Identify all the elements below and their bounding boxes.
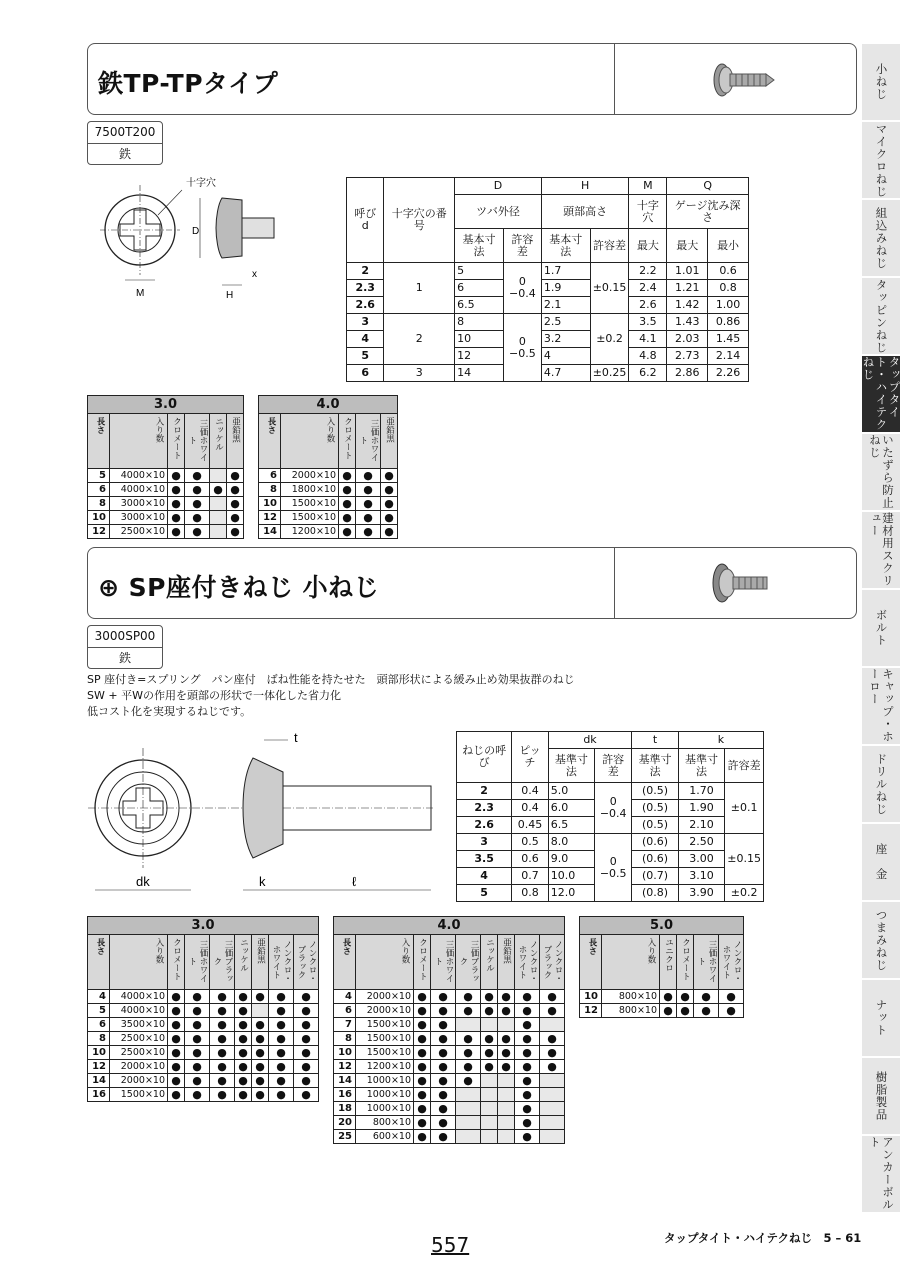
available-dot: ●	[339, 483, 356, 497]
available-dot: ●	[168, 497, 185, 511]
quantity-tables-tp	[87, 395, 398, 539]
material-2: 鉄	[88, 647, 162, 668]
available-dot: ●	[168, 469, 185, 483]
table-row: 2 1 5 0 −0.4 1.7 ±0.15 2.2 1.01 0.6	[347, 263, 749, 280]
available-dot: ●	[185, 1088, 210, 1102]
available-dot: ●	[185, 483, 210, 497]
table-row: 12 800×10 ● ● ● ●	[580, 1004, 744, 1018]
table-row: 6 2000×10 ● ● ● ● ● ● ●	[334, 1004, 565, 1018]
available-dot: ●	[414, 1130, 431, 1144]
available-dot: ●	[515, 1046, 540, 1060]
available-dot: ●	[515, 1074, 540, 1088]
available-dot: ●	[431, 1060, 456, 1074]
available-dot: ●	[431, 1088, 456, 1102]
available-dot: ●	[339, 511, 356, 525]
available-dot: ●	[294, 1074, 319, 1088]
available-dot: ●	[515, 1102, 540, 1116]
section-title: 鉄TP-TPタイプ	[98, 69, 279, 98]
available-dot: ●	[694, 1004, 719, 1018]
available-dot: ●	[356, 497, 381, 511]
available-dot: ●	[252, 1032, 269, 1046]
available-dot: ●	[227, 525, 244, 539]
available-dot: ●	[498, 1060, 515, 1074]
available-dot: ●	[235, 1004, 252, 1018]
quantity-tables-sp	[87, 916, 744, 1144]
available-dot: ●	[339, 525, 356, 539]
available-dot: ●	[456, 1032, 481, 1046]
table-row: 10 800×10 ● ● ● ●	[580, 990, 744, 1004]
label-dk: dk	[136, 874, 150, 889]
available-dot: ●	[235, 1060, 252, 1074]
available-dot: ●	[210, 990, 235, 1004]
table-row: 6 4000×10 ● ● ● ●	[88, 483, 244, 497]
available-dot: ●	[431, 1046, 456, 1060]
available-dot: ●	[414, 1074, 431, 1088]
available-dot: ●	[677, 990, 694, 1004]
available-dot: ●	[515, 990, 540, 1004]
table-row: 25 600×10 ● ● ●	[334, 1130, 565, 1144]
table-row: 5 4000×10 ● ● ● ● ● ●	[88, 1004, 319, 1018]
available-dot: ●	[185, 1060, 210, 1074]
table-row: 4 0.7 10.0 (0.7) 3.10	[457, 868, 764, 885]
page-number: 557	[431, 1233, 470, 1257]
available-dot: ●	[540, 990, 565, 1004]
available-dot: ●	[414, 1018, 431, 1032]
available-dot: ●	[269, 1032, 294, 1046]
available-dot: ●	[719, 1004, 744, 1018]
available-dot: ●	[168, 525, 185, 539]
available-dot: ●	[540, 1032, 565, 1046]
available-dot: ●	[515, 1130, 540, 1144]
available-dot: ●	[294, 1060, 319, 1074]
available-dot: ●	[414, 1060, 431, 1074]
side-tab[interactable]: 組込みねじ	[862, 200, 900, 278]
table-row: 5 0.8 12.0 (0.8) 3.90 ±0.2	[457, 885, 764, 902]
available-dot: ●	[481, 1060, 498, 1074]
available-dot: ●	[227, 469, 244, 483]
available-dot: ●	[252, 1018, 269, 1032]
quantity-table: 3.0 長さ 入り数 クロメート 三価ホワイト 三価ブラック ニッケル 亜鉛黒 ノンクロ・ホワイト ノンクロ・ブラック 4 4000×10 ● ● ● ● ● ● ● 5 4000×10 ● ● ● ● ● ● 6 3500×10 ● ● ● ● ● ● ● 8 2500×10 ● ● ● ● ● ● ● 10 2500×10 ● ● ● ● ● ● ● 12 2000×10 ● ● ● ● ● ● ● 14 2000×10 ● ● ● ● ● ● ● 16 1500×10 ● ● ● ● ● ● ●	[87, 916, 319, 1102]
available-dot: ●	[431, 1102, 456, 1116]
available-dot: ●	[227, 483, 244, 497]
quantity-table: 5.0 長さ 入り数 ユニクロ クロメート 三価ホワイト ノンクロ・ホワイト 10 800×10 ● ● ● ● 12 800×10 ● ● ● ●	[579, 916, 744, 1018]
available-dot: ●	[235, 1074, 252, 1088]
available-dot: ●	[210, 1018, 235, 1032]
table-row: 8 1500×10 ● ● ● ● ● ● ●	[334, 1032, 565, 1046]
label-M: M	[136, 288, 145, 299]
table-row: 10 1500×10 ● ● ● ● ● ● ●	[334, 1046, 565, 1060]
available-dot: ●	[515, 1032, 540, 1046]
side-tab[interactable]: ドリルねじ	[862, 746, 900, 824]
available-dot: ●	[185, 1018, 210, 1032]
table-row: 10 2500×10 ● ● ● ● ● ● ●	[88, 1046, 319, 1060]
available-dot: ●	[227, 497, 244, 511]
available-dot: ●	[269, 990, 294, 1004]
available-dot: ●	[414, 1004, 431, 1018]
side-tab[interactable]: つまみねじ	[862, 902, 900, 980]
available-dot: ●	[210, 483, 227, 497]
available-dot: ●	[431, 1116, 456, 1130]
available-dot: ●	[660, 990, 677, 1004]
available-dot: ●	[414, 1102, 431, 1116]
available-dot: ●	[660, 1004, 677, 1018]
available-dot: ●	[235, 1032, 252, 1046]
side-tab[interactable]: タッピンねじ	[862, 278, 900, 356]
available-dot: ●	[414, 1088, 431, 1102]
table-row: 12 1200×10 ● ● ● ● ● ● ●	[334, 1060, 565, 1074]
available-dot: ●	[294, 1046, 319, 1060]
table-row: 8 2500×10 ● ● ● ● ● ● ●	[88, 1032, 319, 1046]
available-dot: ●	[210, 1074, 235, 1088]
available-dot: ●	[185, 511, 210, 525]
available-dot: ●	[431, 990, 456, 1004]
available-dot: ●	[431, 1074, 456, 1088]
available-dot: ●	[269, 1046, 294, 1060]
available-dot: ●	[456, 1046, 481, 1060]
available-dot: ●	[498, 1004, 515, 1018]
available-dot: ●	[168, 1032, 185, 1046]
available-dot: ●	[185, 1074, 210, 1088]
product-photo-screw	[700, 56, 780, 104]
footer-section: タップタイト・ハイテクねじ 5 – 61	[664, 1231, 862, 1245]
side-tab[interactable]: キャップ・ホーロー	[862, 668, 900, 746]
available-dot: ●	[227, 511, 244, 525]
available-dot: ●	[168, 483, 185, 497]
available-dot: ●	[210, 1032, 235, 1046]
available-dot: ●	[540, 1004, 565, 1018]
table-row: 8 1800×10 ● ● ●	[259, 483, 398, 497]
available-dot: ●	[381, 469, 398, 483]
table-row: 4 10 3.2 4.1 2.03 1.45	[347, 331, 749, 348]
available-dot: ●	[294, 1088, 319, 1102]
available-dot: ●	[294, 1032, 319, 1046]
table-row: 2.6 6.5 2.1 2.6 1.42 1.00	[347, 297, 749, 314]
label-x: x	[252, 269, 257, 280]
section-title-2: ⊕ SP座付きねじ 小ねじ	[98, 573, 380, 602]
table-row: 12 2000×10 ● ● ● ● ● ● ●	[88, 1060, 319, 1074]
side-tab[interactable]: 小ねじ	[862, 44, 900, 122]
available-dot: ●	[515, 1004, 540, 1018]
available-dot: ●	[414, 1116, 431, 1130]
available-dot: ●	[677, 1004, 694, 1018]
side-tab[interactable]: ボルト	[862, 590, 900, 668]
available-dot: ●	[381, 511, 398, 525]
available-dot: ●	[540, 1060, 565, 1074]
table-row: 4 4000×10 ● ● ● ● ● ● ●	[88, 990, 319, 1004]
available-dot: ●	[540, 1046, 565, 1060]
table-row: 6 3500×10 ● ● ● ● ● ● ●	[88, 1018, 319, 1032]
available-dot: ●	[185, 525, 210, 539]
spec-table-tp: 呼び d 十字穴の番号 D H M Q ツバ外径 頭部高さ 十字穴 ゲージ沈み深さ 基本寸法 許容差 基本寸法 許容差 最大 最大 最小 2 1 5 0 −0.4 1.7 ±0.15 2.2 1.01 0.6 2.3 6 1.9 2.4 1.21 0.8 2.6 6.5 2.1 2.6 1.42 1.00 3 2 8 0 −0.5 2.5 ±0.2 3.5 1.43 0.86 4 10 3.2 4.1 2.03 1.45 5 12 4 4.8 2.73 2.14 6 3 14 4.7 ±0.25 6.2 2.86 2.26	[346, 177, 749, 382]
available-dot: ●	[269, 1018, 294, 1032]
table-row: 16 1500×10 ● ● ● ● ● ● ●	[88, 1088, 319, 1102]
product-photo-sp-screw	[700, 558, 780, 608]
available-dot: ●	[294, 990, 319, 1004]
available-dot: ●	[515, 1060, 540, 1074]
table-row: 2 0.4 5.0 0 −0.4 (0.5) 1.70 ±0.1	[457, 783, 764, 800]
table-row: 20 800×10 ● ● ●	[334, 1116, 565, 1130]
section-title-box-2	[87, 547, 857, 619]
available-dot: ●	[356, 525, 381, 539]
section-title-box	[87, 43, 857, 115]
quantity-table: 3.0 長さ 入り数 クロメート 三価ホワイト ニッケル 亜鉛黒 5 4000×10 ● ● ● 6 4000×10 ● ● ● ● 8 3000×10 ● ● ● 10 3000×10 ● ● ● 12 2500×10 ● ● ●	[87, 395, 244, 539]
table-row: 3 0.5 8.0 0 −0.5 (0.6) 2.50 ±0.15	[457, 834, 764, 851]
table-row: 2.3 6 1.9 2.4 1.21 0.8	[347, 280, 749, 297]
material: 鉄	[88, 143, 162, 164]
side-tab[interactable]: いたずら防止ねじ	[862, 434, 900, 512]
table-row: 4 2000×10 ● ● ● ● ● ● ●	[334, 990, 565, 1004]
table-row: 10 1500×10 ● ● ●	[259, 497, 398, 511]
available-dot: ●	[431, 1032, 456, 1046]
available-dot: ●	[481, 1004, 498, 1018]
available-dot: ●	[168, 1018, 185, 1032]
product-code-2: 3000SP00	[94, 629, 156, 643]
available-dot: ●	[210, 1004, 235, 1018]
label-l: ℓ	[352, 874, 357, 889]
spec-table-sp: ねじの呼び ピッチ dk t k 基準寸法 許容差 基準寸法 基準寸法 許容差 2 0.4 5.0 0 −0.4 (0.5) 1.70 ±0.1 2.3 0.4 6.0 (0.5) 1.90 2.6 0.45 6.5 (0.5) 2.10 3 0.5 8.0 0 −0.5 (0.6) 2.50 ±0.15 3.5 0.6 9.0 (0.6) 3.00 4 0.7 10.0 (0.7) 3.10 5 0.8 12.0 (0.8) 3.90 ±0.2	[456, 731, 764, 902]
available-dot: ●	[185, 990, 210, 1004]
available-dot: ●	[381, 525, 398, 539]
available-dot: ●	[498, 1046, 515, 1060]
available-dot: ●	[481, 990, 498, 1004]
table-row: 14 1000×10 ● ● ● ●	[334, 1074, 565, 1088]
product-code-box	[87, 121, 163, 165]
side-tab[interactable]: アンカーボルト	[862, 1136, 900, 1214]
available-dot: ●	[498, 990, 515, 1004]
table-row: 18 1000×10 ● ● ●	[334, 1102, 565, 1116]
available-dot: ●	[481, 1032, 498, 1046]
available-dot: ●	[185, 1032, 210, 1046]
available-dot: ●	[252, 990, 269, 1004]
technical-drawing-sp	[88, 728, 438, 903]
side-tab[interactable]: ナット	[862, 980, 900, 1058]
available-dot: ●	[356, 511, 381, 525]
available-dot: ●	[269, 1004, 294, 1018]
available-dot: ●	[456, 1004, 481, 1018]
available-dot: ●	[339, 497, 356, 511]
table-row: 12 1500×10 ● ● ●	[259, 511, 398, 525]
table-row: 10 3000×10 ● ● ●	[88, 511, 244, 525]
available-dot: ●	[339, 469, 356, 483]
available-dot: ●	[381, 483, 398, 497]
available-dot: ●	[414, 990, 431, 1004]
available-dot: ●	[185, 1046, 210, 1060]
table-row: 14 2000×10 ● ● ● ● ● ● ●	[88, 1074, 319, 1088]
available-dot: ●	[719, 990, 744, 1004]
label-t: t	[294, 730, 298, 745]
available-dot: ●	[235, 1046, 252, 1060]
available-dot: ●	[515, 1088, 540, 1102]
available-dot: ●	[168, 1088, 185, 1102]
table-row: 5 12 4 4.8 2.73 2.14	[347, 348, 749, 365]
label-D: D	[192, 226, 200, 237]
available-dot: ●	[431, 1004, 456, 1018]
available-dot: ●	[294, 1018, 319, 1032]
available-dot: ●	[414, 1032, 431, 1046]
available-dot: ●	[185, 469, 210, 483]
label-k: k	[259, 874, 266, 889]
table-row: 2.6 0.45 6.5 (0.5) 2.10	[457, 817, 764, 834]
available-dot: ●	[456, 990, 481, 1004]
available-dot: ●	[168, 990, 185, 1004]
side-index-tabs	[862, 44, 900, 1214]
available-dot: ●	[381, 497, 398, 511]
table-row: 7 1500×10 ● ● ●	[334, 1018, 565, 1032]
available-dot: ●	[168, 511, 185, 525]
available-dot: ●	[235, 1088, 252, 1102]
available-dot: ●	[252, 1088, 269, 1102]
side-tab[interactable]: 座 金	[862, 824, 900, 902]
available-dot: ●	[294, 1004, 319, 1018]
available-dot: ●	[456, 1060, 481, 1074]
available-dot: ●	[356, 483, 381, 497]
available-dot: ●	[269, 1060, 294, 1074]
table-row: 12 2500×10 ● ● ●	[88, 525, 244, 539]
quantity-table: 4.0 長さ 入り数 クロメート 三価ホワイト 三価ブラック ニッケル 亜鉛黒 ノンクロ・ホワイト ノンクロ・ブラック 4 2000×10 ● ● ● ● ● ● ● 6 2000×10 ● ● ● ● ● ● ● 7 1500×10 ● ● ● 8 1500×10 ● ● ● ● ● ● ● 10 1500×10 ● ● ● ● ● ● ● 12 1200×10 ● ● ● ● ● ● ● 14 1000×10 ● ● ● ● 16 1000×10 ● ● ● 18 1000×10 ● ● ● 20 800×10 ● ● ● 25 600×10 ● ● ●	[333, 916, 565, 1144]
table-row: 8 3000×10 ● ● ●	[88, 497, 244, 511]
available-dot: ●	[185, 497, 210, 511]
available-dot: ●	[235, 990, 252, 1004]
available-dot: ●	[694, 990, 719, 1004]
available-dot: ●	[356, 469, 381, 483]
available-dot: ●	[456, 1074, 481, 1088]
available-dot: ●	[252, 1046, 269, 1060]
available-dot: ●	[515, 1116, 540, 1130]
available-dot: ●	[498, 1032, 515, 1046]
available-dot: ●	[168, 1074, 185, 1088]
table-row: 2.3 0.4 6.0 (0.5) 1.90	[457, 800, 764, 817]
available-dot: ●	[269, 1074, 294, 1088]
side-tab[interactable]: マイクロねじ	[862, 122, 900, 200]
available-dot: ●	[269, 1088, 294, 1102]
table-row: 6 2000×10 ● ● ●	[259, 469, 398, 483]
product-code-box-2	[87, 625, 163, 669]
available-dot: ●	[168, 1046, 185, 1060]
product-code: 7500T200	[94, 125, 156, 139]
available-dot: ●	[431, 1018, 456, 1032]
available-dot: ●	[168, 1060, 185, 1074]
table-row: 16 1000×10 ● ● ●	[334, 1088, 565, 1102]
table-row: 5 4000×10 ● ● ●	[88, 469, 244, 483]
table-row: 3 2 8 0 −0.5 2.5 ±0.2 3.5 1.43 0.86	[347, 314, 749, 331]
available-dot: ●	[210, 1060, 235, 1074]
side-tab[interactable]: 建材用スクリュー	[862, 512, 900, 590]
available-dot: ●	[210, 1088, 235, 1102]
product-description: SP 座付き=スプリング パン座付 ばね性能を持たせた 頭部形状による緩み止め効果抜群のねじ SW + 平Wの作用を頭部の形状で一体化した省力化 低コスト化を実現するねじです。	[87, 673, 575, 718]
side-tab[interactable]: タップタイト・ハイテクねじ	[862, 356, 900, 434]
table-row: 6 3 14 4.7 ±0.25 6.2 2.86 2.26	[347, 365, 749, 382]
available-dot: ●	[431, 1130, 456, 1144]
technical-drawing-tp	[100, 170, 280, 310]
table-row: 14 1200×10 ● ● ●	[259, 525, 398, 539]
available-dot: ●	[252, 1074, 269, 1088]
available-dot: ●	[515, 1018, 540, 1032]
label-cross: 十字穴	[186, 178, 216, 189]
side-tab[interactable]: 樹脂製品	[862, 1058, 900, 1136]
available-dot: ●	[414, 1046, 431, 1060]
available-dot: ●	[235, 1018, 252, 1032]
label-H: H	[226, 290, 234, 301]
available-dot: ●	[185, 1004, 210, 1018]
available-dot: ●	[252, 1060, 269, 1074]
table-row: 3.5 0.6 9.0 (0.6) 3.00	[457, 851, 764, 868]
available-dot: ●	[481, 1046, 498, 1060]
available-dot: ●	[210, 1046, 235, 1060]
available-dot: ●	[168, 1004, 185, 1018]
quantity-table: 4.0 長さ 入り数 クロメート 三価ホワイト 亜鉛黒 6 2000×10 ● ● ● 8 1800×10 ● ● ● 10 1500×10 ● ● ● 12 1500×10 ● ● ● 14 1200×10 ● ● ●	[258, 395, 398, 539]
